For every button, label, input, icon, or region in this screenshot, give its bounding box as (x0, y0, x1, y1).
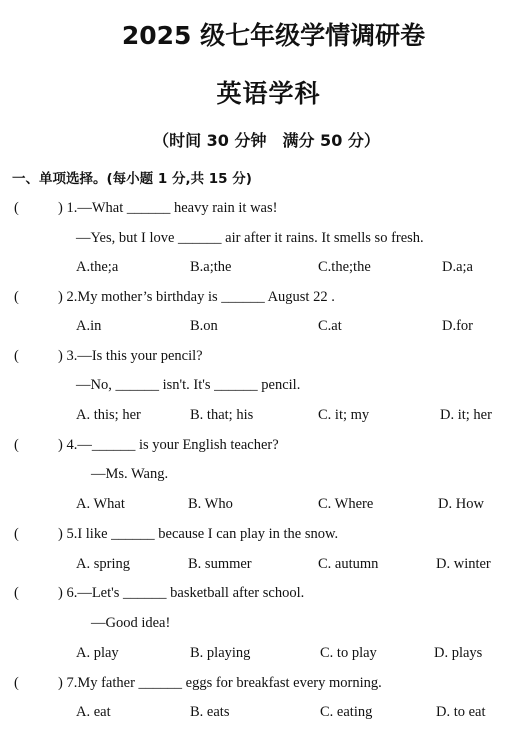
option-b: B. Who (188, 496, 233, 512)
option-b: B.on (190, 318, 218, 334)
answer-paren: ( (14, 348, 19, 364)
exam-meta: （时间 30 分钟 满分 50 分） (153, 131, 380, 150)
option-b: B. playing (190, 645, 251, 661)
answer-paren: ( (14, 526, 19, 542)
exam-title: 2025 级七年级学情调研卷 (121, 21, 426, 50)
question-line2: —Ms. Wang. (91, 466, 169, 482)
option-d: D. to eat (436, 704, 486, 720)
option-a: A. What (76, 496, 125, 512)
option-d: D. it; her (440, 407, 492, 423)
question-line2: —Good idea! (91, 615, 171, 631)
question-stem: ) 1.—What ______ heavy rain it was! (58, 200, 278, 216)
option-c: C.the;the (318, 259, 371, 275)
question-stem: ) 6.—Let's ______ basketball after school. (58, 585, 305, 601)
option-a: A.in (76, 318, 102, 334)
option-b: B. that; his (190, 407, 254, 423)
option-d: D.for (442, 318, 474, 334)
option-d: D. plays (434, 645, 483, 661)
question-stem: ) 5.I like ______ because I can play in the snow. (58, 526, 339, 542)
option-c: C.at (318, 318, 342, 334)
option-b: B.a;the (190, 259, 232, 275)
option-c: C. eating (320, 704, 373, 720)
option-a: A. eat (76, 704, 111, 720)
option-b: B. eats (190, 704, 230, 720)
answer-paren: ( (14, 675, 19, 691)
question-stem: ) 4.—______ is your English teacher? (58, 437, 279, 453)
question-stem: ) 7.My father ______ eggs for breakfast every morning. (58, 675, 382, 691)
option-a: A. this; her (76, 407, 141, 423)
question-line2: —Yes, but I love ______ air after it rains. It smells so fresh. (76, 230, 424, 246)
answer-paren: ( (14, 437, 19, 453)
option-d: D. winter (436, 556, 491, 572)
answer-paren: ( (14, 585, 19, 601)
section-heading: 一、单项选择。(每小题 1 分,共 15 分) (12, 171, 252, 187)
answer-paren: ( (14, 200, 19, 216)
option-b: B. summer (188, 556, 252, 572)
exam-subject: 英语学科 (216, 79, 321, 108)
option-c: C. Where (318, 496, 374, 512)
answer-paren: ( (14, 289, 19, 305)
option-a: A.the;a (76, 259, 119, 275)
option-a: A. spring (76, 556, 130, 572)
option-d: D.a;a (442, 259, 473, 275)
question-line2: —No, ______ isn't. It's ______ pencil. (76, 377, 301, 393)
option-c: C. it; my (318, 407, 370, 423)
option-d: D. How (438, 496, 484, 512)
question-stem: ) 3.—Is this your pencil? (58, 348, 203, 364)
option-c: C. autumn (318, 556, 379, 572)
option-c: C. to play (320, 645, 377, 661)
option-a: A. play (76, 645, 119, 661)
question-stem: ) 2.My mother’s birthday is ______ August 22 . (58, 289, 335, 305)
